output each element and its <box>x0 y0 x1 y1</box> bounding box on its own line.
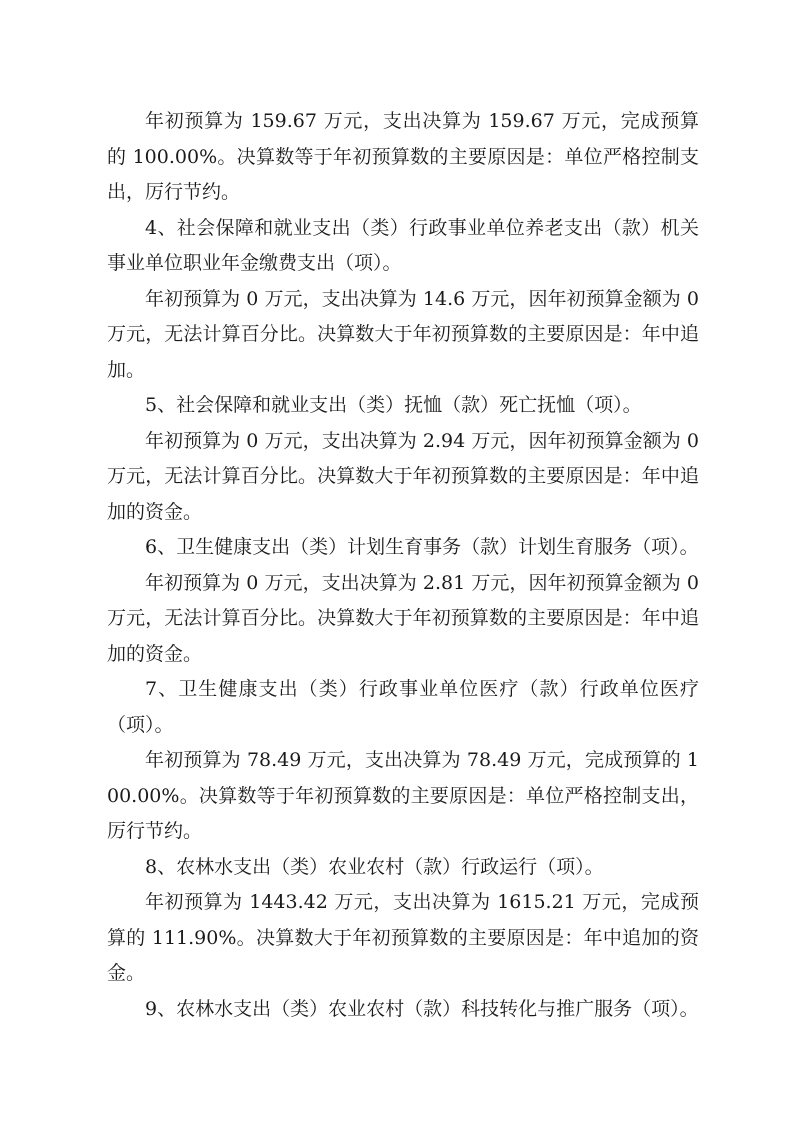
paragraph-item-4-detail: 年初预算为 0 万元，支出决算为 14.6 万元，因年初预算金额为 0 万元，无法计算百分比。决算数大于年初预算数的主要原因是：年中追加。 <box>107 287 699 381</box>
document-body <box>107 104 699 1027</box>
paragraph-item-8-detail: 年初预算为 1443.42 万元，支出决算为 1615.21 万元，完成预算的 111.90%。决算数大于年初预算数的主要原因是：年中追加的资金。 <box>107 891 699 984</box>
paragraph-item-7-heading: 7、卫生健康支出（类）行政事业单位医疗（款）行政单位医疗（项）。 <box>107 678 699 736</box>
paragraph-budget-item-3-detail: 年初预算为 159.67 万元，支出决算为 159.67 万元，完成预算的 100.00%。决算数等于年初预算数的主要原因是：单位严格控制支出，厉行节约。 <box>107 110 699 203</box>
paragraph-item-6-detail: 年初预算为 0 万元，支出决算为 2.81 万元，因年初预算金额为 0 万元，无法计算百分比。决算数大于年初预算数的主要原因是：年中追加的资金。 <box>107 571 699 665</box>
paragraph-item-5-detail: 年初预算为 0 万元，支出决算为 2.94 万元，因年初预算金额为 0 万元，无法计算百分比。决算数大于年初预算数的主要原因是：年中追加的资金。 <box>107 429 699 523</box>
paragraph-item-8-heading: 8、农林水支出（类）农业农村（款）行政运行（项）。 <box>145 855 604 878</box>
paragraph-item-9-heading: 9、农林水支出（类）农业农村（款）科技转化与推广服务（项）。 <box>145 997 699 1020</box>
paragraph-item-6-heading: 6、卫生健康支出（类）计划生育事务（款）计划生育服务（项）。 <box>145 536 699 558</box>
paragraph-item-7-detail: 年初预算为 78.49 万元，支出决算为 78.49 万元，完成预算的 100.00%。决算数等于年初预算数的主要原因是：单位严格控制支出，厉行节约。 <box>107 749 699 842</box>
paragraph-item-5-heading: 5、社会保障和就业支出（类）抚恤（款）死亡抚恤（项）。 <box>145 394 642 416</box>
paragraph-item-4-heading: 4、社会保障和就业支出（类）行政事业单位养老支出（款）机关事业单位职业年金缴费支出（项）。 <box>107 216 699 274</box>
